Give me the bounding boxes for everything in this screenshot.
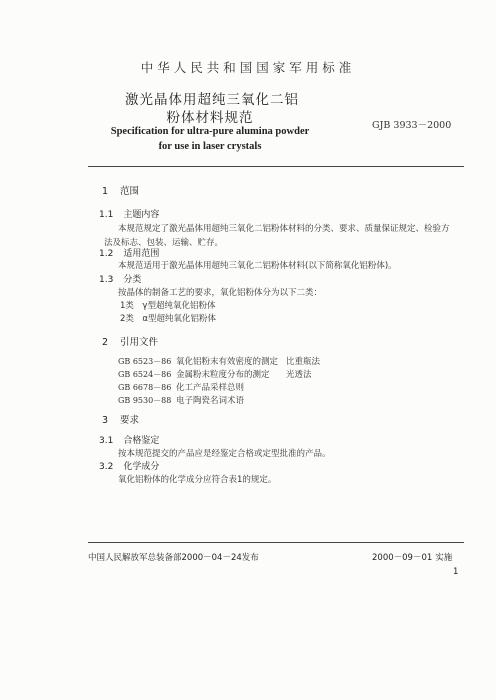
classification-item: 1类 γ型超纯氧化铝粉体: [120, 301, 216, 311]
page-number: 1: [453, 567, 459, 577]
issue-date: 2000－04－24: [181, 553, 242, 563]
section-3-1-body: 按本规范提交的产品应是经鉴定合格或定型批准的产品。: [118, 449, 331, 459]
reference-code: GB 6524－86: [118, 370, 172, 379]
reference-code: GB 6523－86: [118, 357, 172, 366]
reference-name: 化工产品采样总则: [176, 383, 245, 393]
reference-method: 光透法: [286, 370, 312, 380]
section-3-1-heading: 3.1 合格鉴定: [99, 436, 160, 446]
section-1-2-body: 本规范适用于激光晶体用超纯三氧化二铝粉体材料(以下简称氧化铝粉体)。: [118, 261, 397, 271]
section-1-1-body-line1: 本规范规定了激光晶体用超纯三氧化二铝粉体材料的分类、要求、质量保证规定、检验方: [118, 224, 450, 234]
reference-method: 比重瓶法: [286, 357, 321, 367]
reference-code: GB 9530－88: [118, 396, 172, 405]
section-3-2-body: 氧化铝粉体的化学成分应符合表1的规定。: [118, 475, 277, 485]
issue-line: [88, 551, 259, 563]
reference-row: [118, 368, 312, 380]
section-3-heading: 3 要求: [102, 415, 140, 426]
section-1-3-body: 按晶体的制备工艺的要求，氧化铝粉体分为以下二类：: [118, 288, 323, 298]
standard-series-header: 中华人民共和国国家军用标准: [140, 60, 356, 75]
header-rule: [88, 166, 464, 167]
title-zh-line1: 激光晶体用超纯三氧化二铝: [125, 92, 299, 108]
title-en-line2: for use in laser crystals: [158, 141, 262, 152]
effective-line: [372, 551, 452, 563]
classification-item: 2类 α型超纯氧化铝粉体: [120, 314, 217, 324]
title-en-line1: Specification for ultra-pure alumina powder: [110, 126, 310, 137]
issue-suffix: 发布: [241, 553, 259, 563]
reference-code: GB 6678－86: [118, 383, 172, 392]
standard-number: GJB 3933－2000: [372, 120, 452, 131]
footer-rule: [88, 542, 464, 543]
reference-row: [118, 355, 320, 367]
reference-name: 电子陶瓷名词术语: [176, 396, 245, 406]
section-2-heading: 2 引用文件: [102, 337, 159, 348]
reference-row: [118, 381, 286, 393]
reference-name: 金属粉末粒度分布的测定: [176, 370, 270, 380]
reference-name: 氧化铝粉末有效密度的测定: [176, 357, 279, 367]
issuer: 中国人民解放军总装备部: [88, 553, 182, 563]
reference-row: [118, 394, 286, 406]
effective-date: 2000－09－01: [372, 553, 433, 563]
section-1-2-heading: 1.2 适用范围: [99, 249, 160, 259]
section-1-3-heading: 1.3 分类: [99, 275, 142, 285]
title-zh-line2: 粉体材料规范: [166, 110, 254, 126]
section-1-1-body-line2: 法及标志、包装、运输、贮存。: [104, 238, 224, 248]
section-1-heading: 1 范围: [102, 186, 140, 197]
section-1-1-heading: 1.1 主题内容: [99, 210, 160, 220]
effective-suffix: 实施: [435, 553, 453, 563]
section-3-2-heading: 3.2 化学成分: [99, 462, 160, 472]
